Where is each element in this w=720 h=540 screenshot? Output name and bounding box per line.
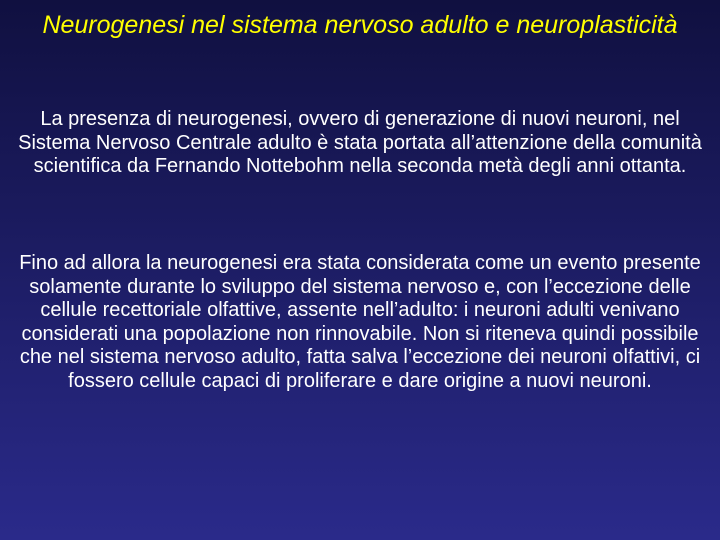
paragraph-history: Fino ad allora la neurogenesi era stata considerata come un evento presente solamente durante lo sviluppo del sistema nervoso e, con l’eccezione delle cellule recettoriale olfattive, assente nell’adulto: i neuroni adulti venivano considerati una popolazione non rinnovabile. Non si riteneva quindi possibile che nel sistema nervoso adulto, fatta salva l’eccezione dei neuroni olfattivi, ci fossero cellule capaci di proliferare e dare origine a nuovi neuroni.	[19, 252, 701, 392]
slide-title: Neurogenesi nel sistema nervoso adulto e neuroplasticità	[42, 11, 678, 39]
paragraph-intro: La presenza di neurogenesi, ovvero di generazione di nuovi neuroni, nel Sistema Nervoso Centrale adulto è stata portata all’attenzione della comunità scientifica da Fernando Nottebohm nella seconda metà degli anni ottanta.	[18, 108, 702, 177]
